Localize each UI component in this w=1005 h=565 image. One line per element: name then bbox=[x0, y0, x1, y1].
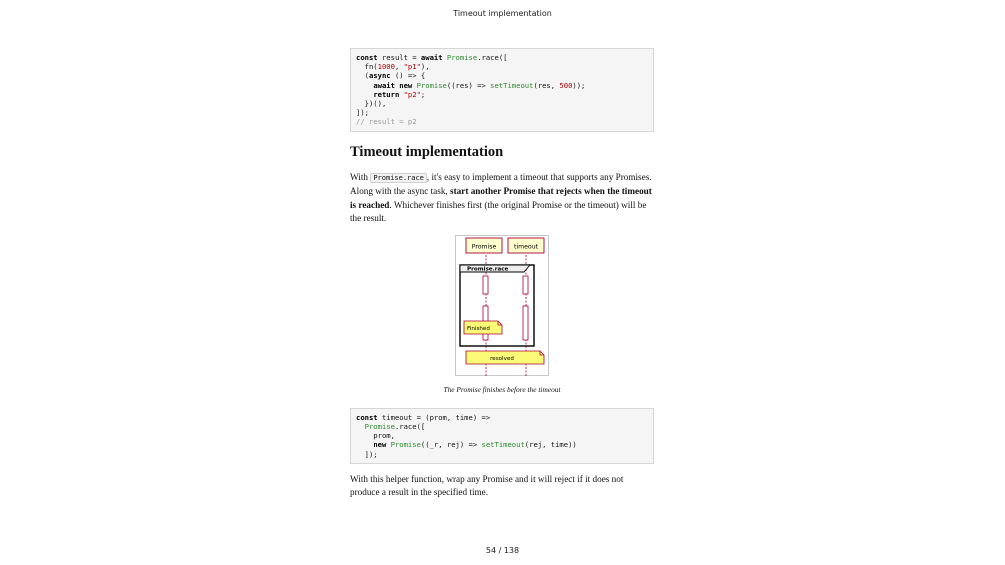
text-run: , it's easy to implement a timeout that supports any Promises. Along with the async task, bbox=[350, 171, 652, 197]
code-line bbox=[356, 440, 648, 449]
code-block-timeout-helper bbox=[350, 408, 654, 464]
inline-code: Promise.race bbox=[370, 173, 427, 183]
participant-promise-label: Promise bbox=[471, 243, 497, 251]
code-token: ((_r, rej) => bbox=[420, 440, 482, 450]
code-token bbox=[356, 422, 365, 431]
code-line bbox=[356, 99, 648, 108]
code-line bbox=[356, 422, 648, 431]
sequence-diagram-svg bbox=[456, 236, 550, 377]
code-token bbox=[356, 90, 373, 99]
code-line bbox=[356, 450, 648, 459]
text-run: With bbox=[350, 171, 371, 182]
code-token: prom, bbox=[356, 431, 395, 441]
code-token: 1000 bbox=[377, 62, 395, 72]
code-token: ((res) => bbox=[446, 80, 491, 90]
code-token: ]); bbox=[356, 108, 369, 118]
code-token: 500 bbox=[559, 80, 573, 90]
figure bbox=[350, 235, 654, 394]
code-token: await bbox=[420, 53, 443, 62]
code-token: Promise bbox=[416, 80, 447, 90]
page-content bbox=[350, 48, 654, 500]
code-token: "p2" bbox=[403, 89, 421, 99]
code-token: new bbox=[399, 80, 413, 90]
code-line bbox=[356, 81, 648, 90]
code-line bbox=[356, 90, 648, 99]
code-token: , bbox=[394, 62, 404, 72]
code-token: fn( bbox=[356, 62, 378, 72]
paragraph-closing: With this helper function, wrap any Promise and it will reject if it does not produce a result in the specified time. bbox=[350, 473, 624, 498]
code-token: Promise bbox=[390, 440, 421, 450]
code-line bbox=[356, 413, 648, 422]
note-resolved-label: resolved bbox=[490, 355, 514, 362]
figure-caption: The Promise finishes before the timeout bbox=[443, 384, 561, 394]
participant-timeout-label: timeout bbox=[513, 243, 539, 251]
code-comment: // result = p2 bbox=[356, 117, 417, 127]
section-heading: Timeout implementation bbox=[350, 143, 504, 160]
code-token: )); bbox=[572, 80, 586, 90]
code-token: })(), bbox=[356, 98, 387, 108]
sequence-diagram bbox=[455, 235, 549, 376]
code-token: const bbox=[356, 53, 378, 62]
group-frame-label: Promise.race bbox=[467, 266, 509, 273]
code-token: setTimeout bbox=[490, 80, 534, 90]
code-token: timeout = (prom, time) => bbox=[377, 412, 491, 422]
bold-text: start another Promise that rejects when the timeout is reached bbox=[350, 186, 652, 210]
code-line bbox=[356, 71, 648, 80]
paragraph-intro bbox=[350, 171, 654, 226]
code-token: .race([ bbox=[477, 53, 508, 62]
code-token: ]); bbox=[356, 449, 378, 459]
code-token: async bbox=[368, 71, 391, 81]
code-token: return bbox=[373, 89, 400, 99]
code-line bbox=[356, 62, 648, 71]
code-token: Promise bbox=[446, 53, 478, 62]
code-token: result = bbox=[377, 53, 421, 62]
code-token: Promise bbox=[364, 422, 395, 432]
code-line bbox=[356, 53, 648, 62]
code-token bbox=[356, 81, 373, 90]
code-line bbox=[356, 431, 648, 440]
note-finished-label: Finished bbox=[467, 325, 490, 332]
code-token: new bbox=[373, 440, 387, 450]
code-token: await bbox=[373, 80, 395, 90]
code-token: ; bbox=[420, 89, 426, 99]
code-token: const bbox=[356, 412, 378, 422]
page-number: 54 / 138 bbox=[485, 546, 520, 555]
code-token: "p1" bbox=[403, 62, 421, 72]
code-token: (res, bbox=[533, 80, 560, 90]
code-token: (rej, time)) bbox=[524, 440, 577, 450]
code-line bbox=[356, 108, 648, 117]
code-token: setTimeout bbox=[481, 440, 525, 450]
code-line bbox=[356, 117, 648, 126]
code-token bbox=[356, 440, 373, 449]
activation-promise-1 bbox=[483, 276, 488, 294]
activation-timeout-1 bbox=[523, 276, 528, 294]
text-run: . Whichever finishes first (the original Promise or the timeout) will be the result. bbox=[350, 199, 647, 224]
code-token: () => { bbox=[390, 71, 426, 81]
code-block-race-example bbox=[350, 48, 654, 132]
activation-timeout-2 bbox=[523, 306, 528, 340]
running-header: Timeout implementation bbox=[453, 9, 552, 18]
code-token: ( bbox=[356, 71, 369, 81]
code-token: .race([ bbox=[394, 422, 426, 432]
code-token: ), bbox=[420, 62, 430, 72]
